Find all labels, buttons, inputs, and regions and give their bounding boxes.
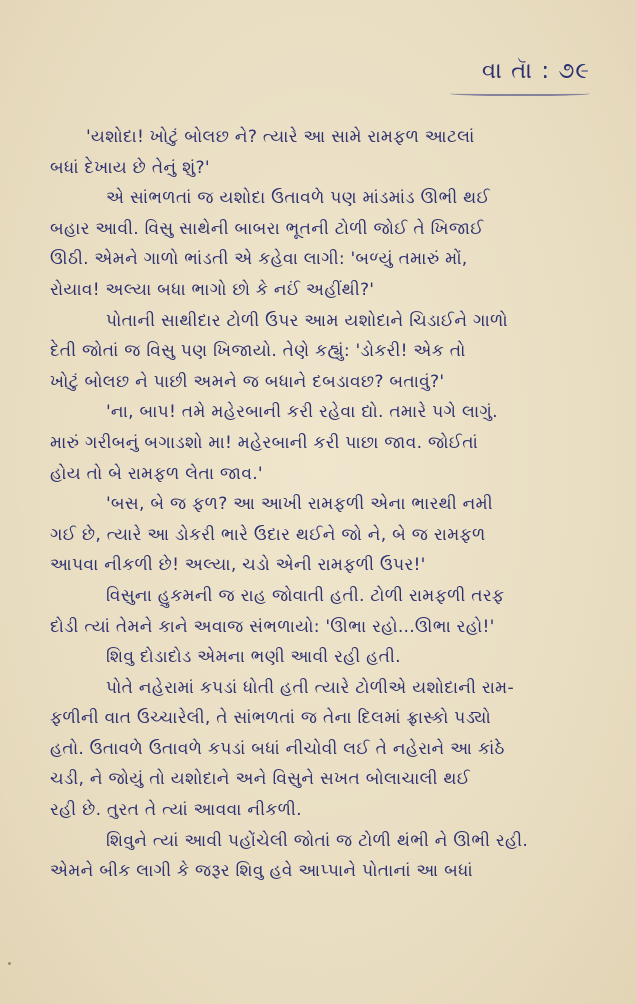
running-header: વા તાૅ : ૭૯: [481, 58, 590, 84]
text-line: રોયાવ! અલ્યા બધા ભાગો છો કે નઈં અહીંથી?': [50, 279, 375, 300]
text-line: પોતાની સાથીદાર ટોળી ઉપર આમ યશોદાને ચિડાઈને ગાળો: [106, 310, 508, 331]
text-line: દેતી જોતાં જ વિસુ પણ ખિજાયો. તેણે કહ્યું: 'ડોકરી! એક તો: [50, 341, 466, 362]
text-line: ચડી, ને જોયું તો યશોદાને અને વિસુને સખત બોલાચાલી થઈ: [50, 769, 471, 790]
text-line: ગઈ છે, ત્યારે આ ડોકરી ભારે ઉદાર થઈને જો ને, બે જ રામફળ: [50, 524, 486, 545]
text-line: હોય તો બે રામફળ લેતા જાવ.': [50, 463, 263, 484]
page-header: [420, 58, 590, 96]
text-line: હતો. ઉતાવળે ઉતાવળે કપડાં બધાં નીચોવી લઈ તે નહેરાને આ કાંઠે: [50, 738, 505, 759]
body-text: [50, 122, 610, 887]
header-underline: [450, 90, 590, 96]
text-line: 'ના, બાપ! તમે મહેરબાની કરી રહેવા દ્યો. તમારે પગે લાગું.: [106, 402, 498, 423]
text-line: શિવુને ત્યાં આવી પહોંચેલી જોતાં જ ટોળી થંભી ને ઊભી રહી.: [106, 830, 528, 851]
text-line: પોતે નહેરામાં કપડાં ધોતી હતી ત્યારે ટોળીએ યશોદાની રામ-: [106, 677, 514, 698]
text-line: 'યશોદા! ખોટું બોલછ ને? ત્યારે આ સામે રામફળ આટલાં: [86, 127, 475, 147]
text-line: ઊઠી. એમને ગાળો ભાંડતી એ કહેવા લાગી: 'બળ્યું તમારું મોં,: [50, 249, 468, 270]
text-line: બધાં દેખાય છે તેનું શું?': [50, 157, 210, 178]
text-line: શિવુ દોડાદોડ એમના ભણી આવી રહી હતી.: [106, 647, 401, 668]
text-line: બહાર આવી. વિસુ સાથેની બાબરા ભૂતની ટોળી જોઈ તે ખિજાઈ: [50, 218, 484, 239]
text-line: ખોટું બોલછ ને પાછી અમને જ બધાને દબડાવછ? બતાવું?': [50, 371, 445, 392]
text-line: રહી છે. તુરત તે ત્યાં આવવા નીકળી.: [50, 800, 302, 821]
text-line: મારું ગરીબનું બગાડશો મા! મહેરબાની કરી પાછા જાવ. જોઈતાં: [50, 432, 479, 453]
text-line: દોડી ત્યાં તેમને કાને અવાજ સંભળાયો: 'ઊભા રહો...ઊભા રહો!': [50, 616, 495, 637]
text-line: 'બસ, બે જ ફળ? આ આખી રામફળી એના ભારથી નમી: [106, 494, 493, 515]
text-line: એમને બીક લાગી કે જરૂર શિવુ હવે આપ્પાને પોતાનાં આ બધાં: [50, 861, 473, 882]
text-line: આપવા નીકળી છે! અલ્યા, ચડો એની રામફળી ઉપર!': [50, 555, 426, 576]
text-line: એ સાંભળતાં જ યશોદા ઉતાવળે પણ માંડમાંડ ઊભી થઈ: [106, 188, 490, 209]
paper-speck: [8, 962, 11, 965]
text-line: વિસુના હુકમની જ રાહ જોવાતી હતી. ટોળી રામફળી તરફ: [106, 585, 505, 606]
text-line: ફળીની વાત ઉચ્ચારેલી, તે સાંભળતાં જ તેના દિલમાં ફ્રાસ્કો પડ્યો: [50, 708, 492, 729]
